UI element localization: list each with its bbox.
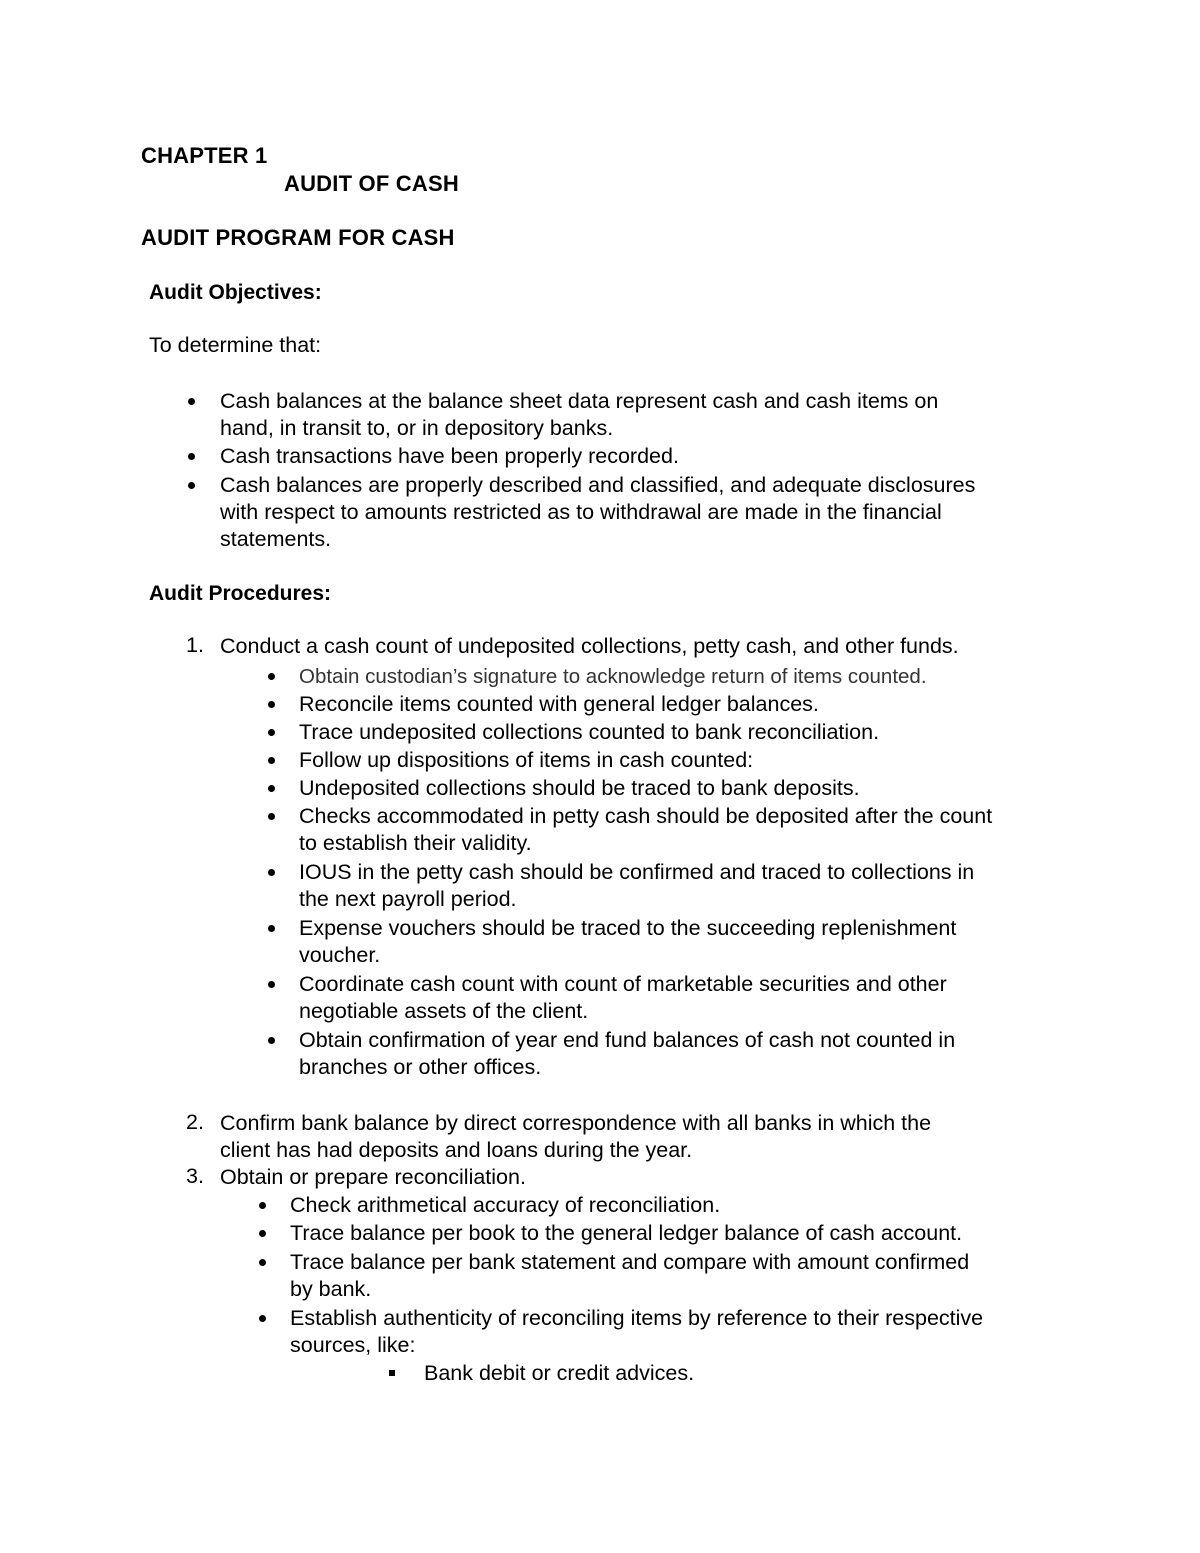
- sub-item: Trace undeposited collections counted to bank reconciliation.: [299, 720, 880, 744]
- bullet-icon: [268, 869, 275, 876]
- bullet-icon: [259, 1259, 266, 1266]
- sub-item: Coordinate cash count with count of marketable securities and other: [299, 972, 947, 996]
- sub-item: Check arithmetical accuracy of reconciliation.: [290, 1193, 721, 1217]
- bullet-icon: [259, 1315, 266, 1322]
- bullet-icon: [268, 673, 275, 680]
- procedure-text: Confirm bank balance by direct correspondence with all banks in which the: [220, 1111, 932, 1135]
- sub-item-continuation: by bank.: [290, 1277, 372, 1301]
- list-item: Cash balances at the balance sheet data represent cash and cash items on: [220, 389, 939, 413]
- square-bullet-icon: [389, 1370, 395, 1376]
- procedure-text: Conduct a cash count of undeposited collections, petty cash, and other funds.: [220, 634, 959, 658]
- chapter-title: AUDIT OF CASH: [284, 171, 459, 196]
- procedure-text-continuation: client has had deposits and loans during the year.: [220, 1138, 693, 1162]
- sub-item: Expense vouchers should be traced to the succeeding replenishment: [299, 916, 957, 940]
- chapter-number: CHAPTER 1: [141, 143, 268, 168]
- sub-item: Undeposited collections should be traced to bank deposits.: [299, 776, 860, 800]
- sub-item-continuation: voucher.: [299, 943, 381, 967]
- sub-item: Establish authenticity of reconciling items by reference to their respective: [290, 1306, 984, 1330]
- sub-sub-item: Bank debit or credit advices.: [424, 1361, 695, 1385]
- sub-item-continuation: to establish their validity.: [299, 831, 532, 855]
- objectives-label: Audit Objectives:: [149, 281, 322, 304]
- bullet-icon: [268, 785, 275, 792]
- bullet-icon: [188, 398, 195, 405]
- list-item-continuation: statements.: [220, 527, 332, 551]
- procedure-number: 3.: [186, 1164, 204, 1188]
- procedures-label: Audit Procedures:: [149, 582, 332, 605]
- list-item: Cash transactions have been properly recorded.: [220, 444, 679, 468]
- procedure-number: 1.: [186, 633, 204, 657]
- sub-item-continuation: sources, like:: [290, 1333, 416, 1357]
- bullet-icon: [268, 925, 275, 932]
- bullet-icon: [268, 757, 275, 764]
- sub-item-continuation: the next payroll period.: [299, 887, 517, 911]
- list-item-continuation: hand, in transit to, or in depository banks.: [220, 416, 614, 440]
- list-item: Cash balances are properly described and classified, and adequate disclosures: [220, 473, 976, 497]
- bullet-icon: [268, 701, 275, 708]
- sub-item: Follow up dispositions of items in cash counted:: [299, 748, 754, 772]
- sub-item: Trace balance per bank statement and compare with amount confirmed: [290, 1250, 970, 1274]
- bullet-icon: [259, 1202, 266, 1209]
- sub-item: Checks accommodated in petty cash should be deposited after the count: [299, 804, 993, 828]
- sub-item: Reconcile items counted with general ledger balances.: [299, 692, 819, 716]
- bullet-icon: [268, 729, 275, 736]
- bullet-icon: [268, 981, 275, 988]
- bullet-icon: [268, 1037, 275, 1044]
- bullet-icon: [259, 1230, 266, 1237]
- program-title: AUDIT PROGRAM FOR CASH: [141, 225, 455, 250]
- list-item-continuation: with respect to amounts restricted as to withdrawal are made in the financial: [220, 500, 942, 524]
- procedure-number: 2.: [186, 1110, 204, 1134]
- bullet-icon: [268, 813, 275, 820]
- sub-item: Obtain confirmation of year end fund balances of cash not counted in: [299, 1028, 956, 1052]
- sub-item: Obtain custodian’s signature to acknowledge return of items counted.: [299, 665, 927, 688]
- objectives-intro: To determine that:: [149, 333, 322, 357]
- procedure-text: Obtain or prepare reconciliation.: [220, 1165, 526, 1189]
- sub-item-continuation: negotiable assets of the client.: [299, 999, 589, 1023]
- sub-item-continuation: branches or other offices.: [299, 1055, 542, 1079]
- sub-item: Trace balance per book to the general ledger balance of cash account.: [290, 1221, 963, 1245]
- bullet-icon: [188, 482, 195, 489]
- sub-item: IOUS in the petty cash should be confirmed and traced to collections in: [299, 860, 975, 884]
- bullet-icon: [188, 453, 195, 460]
